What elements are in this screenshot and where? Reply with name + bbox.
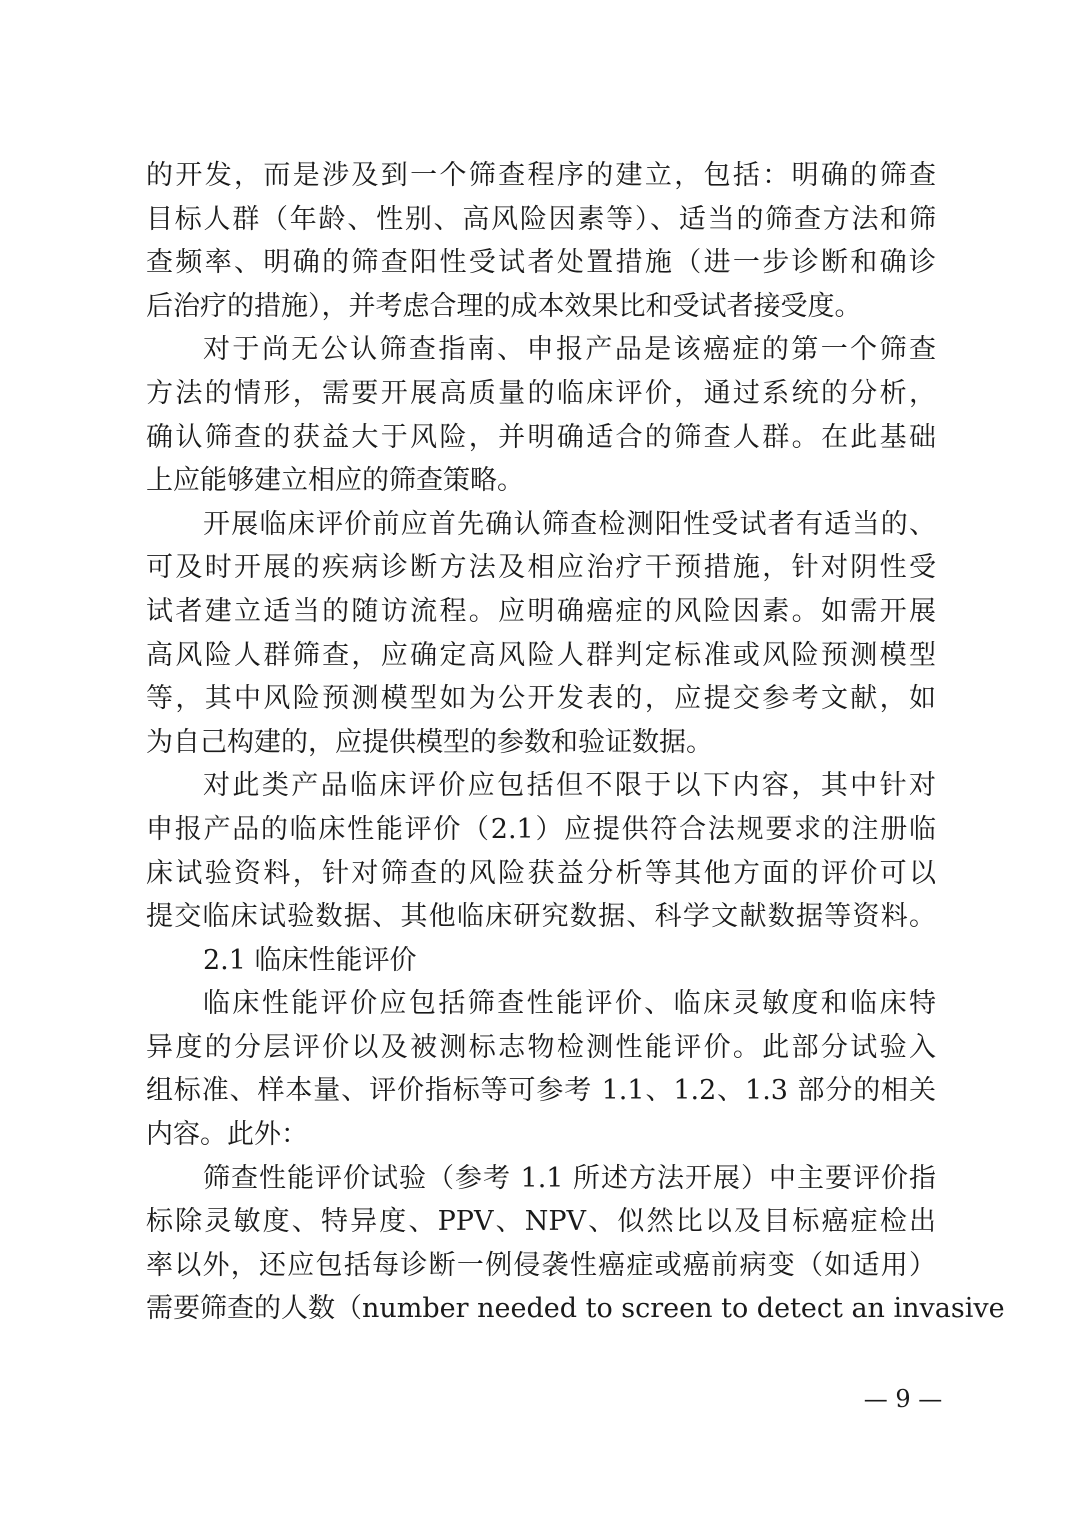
text-line: 组标准、样本量、评价指标等可参考 1.1、1.2、1.3 部分的相关 <box>146 1075 936 1107</box>
text-line: 目标人群（年龄、性别、高风险因素等）、适当的筛查方法和筛 <box>146 203 936 235</box>
text-line: 床试验资料，针对筛查的风险获益分析等其他方面的评价可以 <box>146 857 936 889</box>
text-line: 查频率、明确的筛查阳性受试者处置措施（进一步诊断和确诊 <box>146 247 936 279</box>
text-line: 可及时开展的疾病诊断方法及相应治疗干预措施，针对阴性受 <box>146 552 936 584</box>
text-line: 为自己构建的，应提供模型的参数和验证数据。 <box>146 726 713 758</box>
text-line: 上应能够建立相应的筛查策略。 <box>146 465 524 497</box>
text-line: 高风险人群筛查，应确定高风险人群判定标准或风险预测模型 <box>146 639 936 671</box>
document-body <box>146 154 1005 1331</box>
text-line: 内容。此外： <box>146 1119 308 1151</box>
text-line: 后治疗的措施），并考虑合理的成本效果比和受试者接受度。 <box>146 290 862 322</box>
text-line: 异度的分层评价以及被测标志物检测性能评价。此部分试验入 <box>146 1031 936 1063</box>
page-number: — 9 — <box>863 1385 943 1413</box>
text-line: 对于尚无公认筛查指南、申报产品是该癌症的第一个筛查 <box>203 334 936 366</box>
text-line: 率以外，还应包括每诊断一例侵袭性癌症或癌前病变（如适用） <box>146 1249 936 1281</box>
text-line: 等，其中风险预测模型如为公开发表的，应提交参考文献，如 <box>146 683 936 715</box>
text-line: 对此类产品临床评价应包括但不限于以下内容，其中针对 <box>203 770 936 802</box>
text-line: 确认筛查的获益大于风险，并明确适合的筛查人群。在此基础 <box>146 421 936 453</box>
section-heading: 2.1 临床性能评价 <box>203 944 417 976</box>
text-line: 临床性能评价应包括筛查性能评价、临床灵敏度和临床特 <box>203 988 936 1020</box>
text-line: 方法的情形，需要开展高质量的临床评价，通过系统的分析， <box>146 377 936 409</box>
text-line: 标除灵敏度、特异度、PPV、NPV、似然比以及目标癌症检出 <box>146 1206 936 1238</box>
text-line: 试者建立适当的随访流程。应明确癌症的风险因素。如需开展 <box>146 595 936 627</box>
text-line: 开展临床评价前应首先确认筛查检测阳性受试者有适当的、 <box>203 508 936 540</box>
text-line: 申报产品的临床性能评价（2.1）应提供符合法规要求的注册临 <box>146 813 936 845</box>
text-line: 提交临床试验数据、其他临床研究数据、科学文献数据等资料。 <box>146 901 936 933</box>
text-line: 需要筛查的人数（number needed to screen to detect an invasive <box>146 1293 1005 1325</box>
text-line: 的开发，而是涉及到一个筛查程序的建立，包括：明确的筛查 <box>146 160 936 191</box>
text-line: 筛查性能评价试验（参考 1.1 所述方法开展）中主要评价指 <box>203 1162 936 1194</box>
